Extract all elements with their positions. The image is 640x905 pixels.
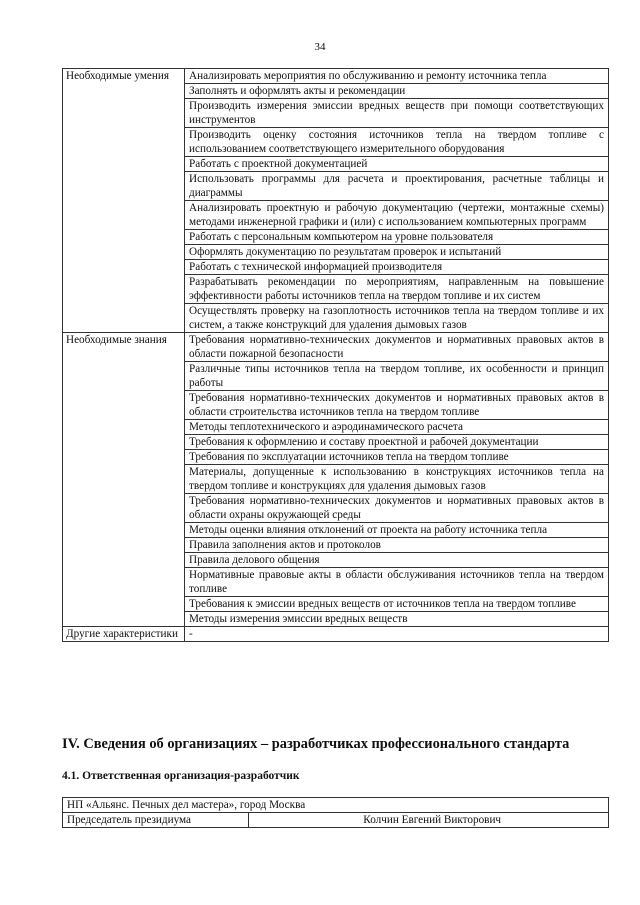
table-cell: Методы измерения эмиссии вредных веществ [185, 612, 609, 627]
row-group-label: Необходимые умения [63, 69, 185, 333]
table-cell: Анализировать проектную и рабочую документацию (чертежи, монтажные схемы) методами инженерной графики и (или) с использованием компьютерных программ [185, 201, 609, 230]
skills-table-body [63, 69, 609, 642]
table-cell: Нормативные правовые акты в области обслуживания источников тепла на твердом топливе [185, 568, 609, 597]
table-cell: Разрабатывать рекомендации по мероприятиям, направленным на повышение эффективности работы источников тепла на твердом топливе и их систем [185, 275, 609, 304]
organization-name: НП «Альянс. Печных дел мастера», город Москва [63, 798, 609, 813]
signatory-name: Колчин Евгений Викторович [249, 813, 609, 828]
table-cell: Осуществлять проверку на газоплотность источников тепла на твердом топливе и их систем, а также конструкций для удаления дымовых газов [185, 304, 609, 333]
table-cell: Производить оценку состояния источников тепла на твердом топливе с использованием соответствующего измерительного оборудования [185, 128, 609, 157]
table-cell: Требования по эксплуатации источников тепла на твердом топливе [185, 450, 609, 465]
table-row [63, 69, 609, 84]
table-cell: Требования к оформлению и составу проектной и рабочей документации [185, 435, 609, 450]
table-cell: Требования нормативно-технических документов и нормативных правовых актов в области строительства источников тепла на твердом топливе [185, 391, 609, 420]
table-cell: Производить измерения эмиссии вредных веществ при помощи соответствующих инструментов [185, 99, 609, 128]
table-row [63, 627, 609, 642]
table-cell: Использовать программы для расчета и проектирования, расчетные таблицы и диаграммы [185, 172, 609, 201]
page-number: 34 [314, 41, 326, 53]
table-cell: Анализировать мероприятия по обслуживанию и ремонту источника тепла [185, 69, 609, 84]
table-cell: Правила делового общения [185, 553, 609, 568]
table-cell: - [185, 627, 609, 642]
table-cell: Работать с проектной документацией [185, 157, 609, 172]
table-cell: Различные типы источников тепла на твердом топливе, их особенности и принцип работы [185, 362, 609, 391]
table-cell: Материалы, допущенные к использованию в конструкциях источников тепла на твердом топливе и конструкциях для удаления дымовых газов [185, 465, 609, 494]
table-cell: Методы оценки влияния отклонений от проекта на работу источника тепла [185, 523, 609, 538]
table-cell: Работать с персональным компьютером на уровне пользователя [185, 230, 609, 245]
row-group-label: Необходимые знания [63, 333, 185, 627]
table-cell: Методы теплотехнического и аэродинамического расчета [185, 420, 609, 435]
signatory-position: Председатель президиума [63, 813, 249, 828]
table-cell: Требования нормативно-технических документов и нормативных правовых актов в области охраны окружающей среды [185, 494, 609, 523]
table-row [63, 333, 609, 362]
table-cell: Оформлять документацию по результатам проверок и испытаний [185, 245, 609, 260]
organization-table [62, 797, 609, 828]
row-group-label: Другие характеристики [63, 627, 185, 642]
signatory-row [63, 813, 609, 828]
table-cell: Правила заполнения актов и протоколов [185, 538, 609, 553]
table-cell: Заполнять и оформлять акты и рекомендации [185, 84, 609, 99]
section-heading: IV. Сведения об организациях – разработчиках профессионального стандарта [62, 736, 570, 752]
skills-table [62, 68, 609, 642]
table-cell: Требования к эмиссии вредных веществ от источников тепла на твердом топливе [185, 597, 609, 612]
table-cell: Работать с технической информацией производителя [185, 260, 609, 275]
subsection-heading: 4.1. Ответственная организация-разработчик [62, 770, 300, 782]
organization-row [63, 798, 609, 813]
table-cell: Требования нормативно-технических документов и нормативных правовых актов в области пожарной безопасности [185, 333, 609, 362]
